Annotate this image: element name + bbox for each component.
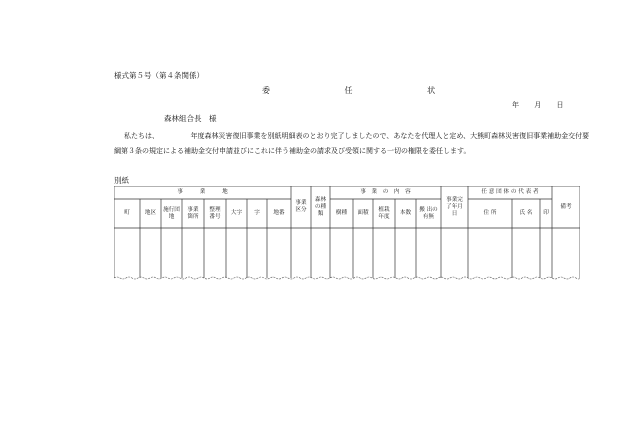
header-completion-date: 事業完了年月日 [446,196,463,217]
document-title: 委 任 状 [262,86,436,95]
header-aza: 字 [254,210,260,216]
form-number: 様式第５号（第４条関係） [114,71,204,80]
header-representative-group: 任 意 団 体 の 代 表 者 [481,189,539,195]
addressee: 森林組合長 様 [164,114,217,123]
header-count: 本数 [399,210,412,216]
header-forest-type: 森林の種類 [314,196,327,217]
header-seal: 印 [543,210,549,216]
header-name: 氏 名 [519,210,533,216]
header-species: 樹種 [335,210,348,216]
header-oaza: 大字 [230,210,243,216]
header-district: 地区 [144,210,157,216]
header-location-group: 事 業 地 [177,189,228,195]
header-remarks: 備考 [560,203,572,210]
body-paragraph: 私たちは、 年度森林災害復旧事業を別紙明細表のとおり完了しましたので、あなたを代理人と定め、大熊町森林災害復旧事業補助金交付要綱第３条の規定による補助金交付申請並びにこれに伴う補助金の請求及び受領に関する一切の権限を委任します。 [114,132,590,155]
header-origin: 搬 出の有無 [419,206,438,220]
header-address: 住 所 [483,210,497,216]
header-banchi: 地番 [273,210,285,216]
header-area: 面積 [357,210,369,216]
header-applicant: 施行団地 [163,206,180,220]
detail-table [114,186,580,280]
header-town: 町 [124,210,130,216]
header-lot: 整理番号 [209,206,221,220]
date-line: 年 月 日 [512,101,564,109]
header-category: 事業区分 [295,200,307,213]
header-site: 事業箇所 [187,206,199,220]
header-plant-year: 植栽年度 [378,206,390,220]
attachment-label: 別紙 [114,176,129,185]
header-content-group: 事 業 の 内 容 [360,189,411,195]
